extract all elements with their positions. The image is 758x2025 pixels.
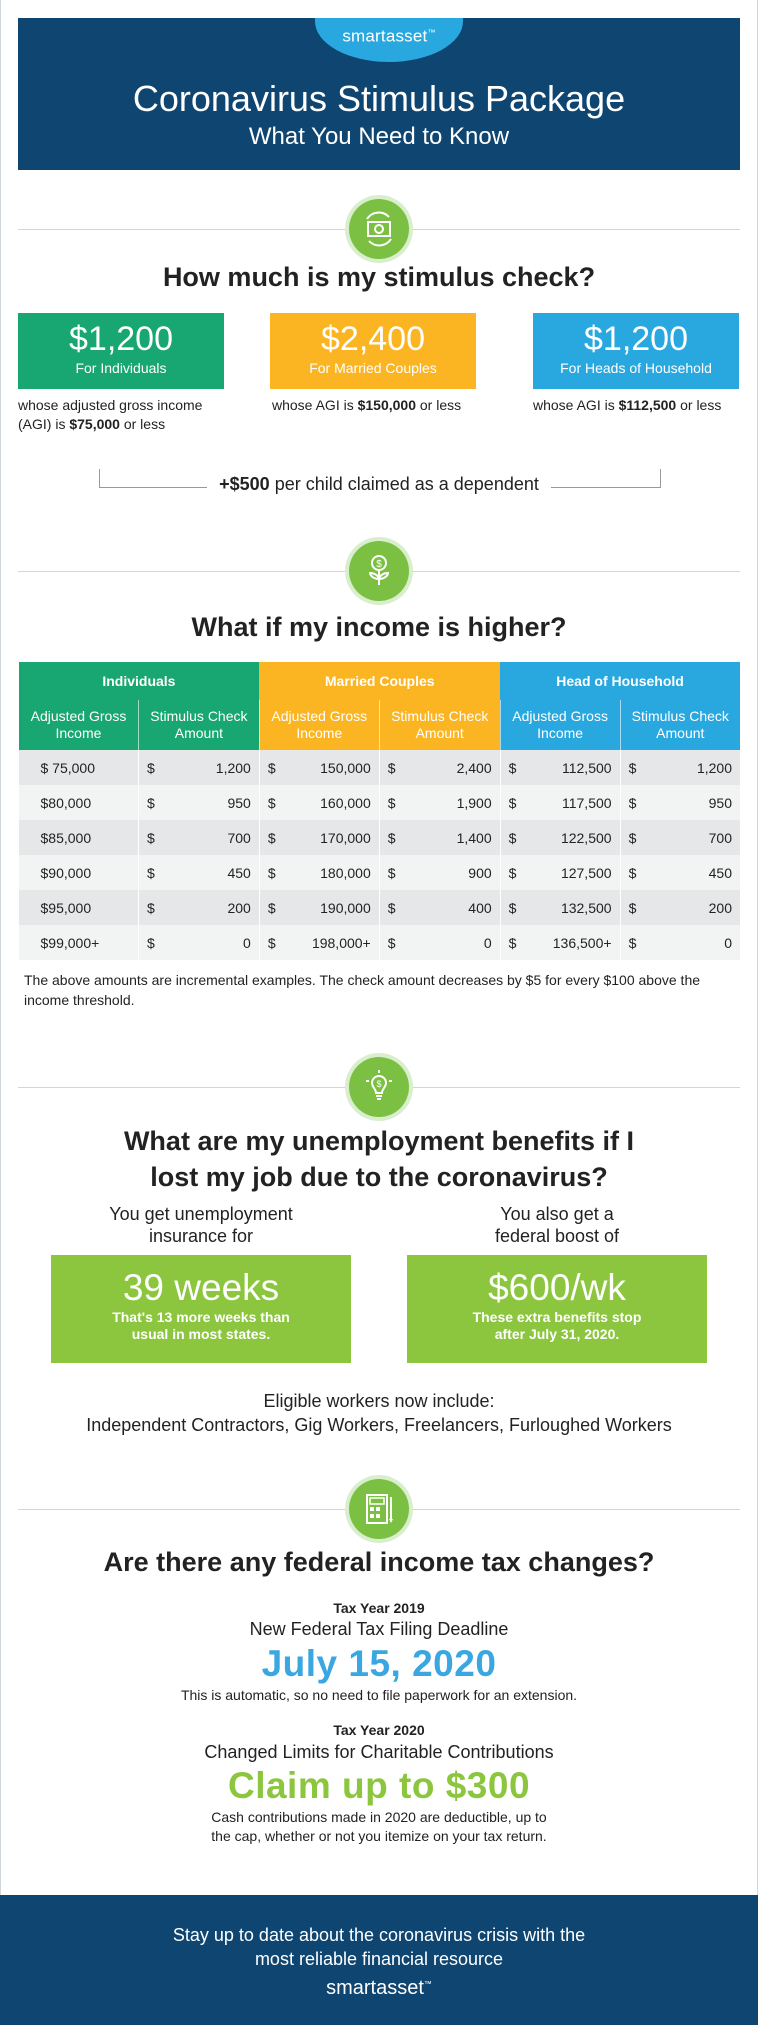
table-cell: $ 0 [138,925,259,960]
charitable-note: Cash contributions made in 2020 are deductible, up to the cap, whether or not you itemize on your tax return. [211,1809,547,1844]
amount: $2,400 [321,320,425,358]
tax-deadline-date: July 15, 2020 [261,1643,497,1684]
table-cell: $ 1,200 [620,750,740,785]
tax-deadline-note: This is automatic, so no need to file paperwork for an extension. [180,1687,578,1703]
table-cell: $ 160,000 [259,785,379,820]
plant-coin-icon [349,541,409,601]
table-row [19,820,741,855]
col-header: Stimulus Check Amount [620,700,740,750]
table-row [19,855,741,890]
table-cell: $ 117,500 [500,785,620,820]
table-cell: $ 190,000 [259,890,379,925]
label: For Heads of Household [560,360,712,376]
table-cell: $ 132,500 [500,890,620,925]
tax-section-title: Are there any federal income tax changes? [103,1547,655,1577]
footer [0,1895,758,2025]
table-cell: $ 900 [379,855,500,890]
lightbulb-dollar-icon [349,1057,409,1117]
table-cell: $ 1,900 [379,785,500,820]
individual-desc: whose adjusted gross income (AGI) is $75,000 or less [18,397,203,432]
weeks-box [51,1255,351,1363]
tax-deadline-heading: New Federal Tax Filing Deadline [249,1619,509,1639]
table-cell: $ 136,500+ [500,925,620,960]
page-title: Coronavirus Stimulus Package [132,78,626,119]
footer-text: Stay up to date about the coronavirus crisis with the most reliable financial resource [172,1925,586,1969]
col-header: Stimulus Check Amount [138,700,259,750]
group-header-married: Married Couples [259,662,500,700]
table-cell: $ 127,500 [500,855,620,890]
child-bonus-text: +$500 per child claimed as a dependent [0,474,758,495]
table-cell: $ 200 [138,890,259,925]
group-header-individuals: Individuals [19,662,260,700]
table-cell: $ 950 [138,785,259,820]
stimulus-section-title: How much is my stimulus check? [162,262,596,292]
tax-year-2020: Tax Year 2020 [333,1722,425,1738]
table-cell: $85,000 [19,820,139,855]
weeks-note: That's 13 more weeks than usual in most states. [112,1309,290,1342]
table-cell: $ 700 [138,820,259,855]
table-cell: $ 150,000 [259,750,379,785]
table-cell: $ 400 [379,890,500,925]
charitable-amount: Claim up to $300 [227,1765,531,1806]
amount: $1,200 [584,320,688,358]
table-cell: $95,000 [19,890,139,925]
calculator-icon [349,1479,409,1539]
head-of-household-amount-box [533,313,739,389]
header-banner [18,18,740,170]
col-header: Adjusted Gross Income [259,700,379,750]
label: For Married Couples [309,360,437,376]
table-cell: $ 112,500 [500,750,620,785]
table-cell: $ 122,500 [500,820,620,855]
table-cell: $80,000 [19,785,139,820]
footer-logo[interactable]: smartasset™ [326,1977,432,1999]
table-cell: $ 0 [620,925,740,960]
income-table [18,662,740,960]
head-of-household-desc: whose AGI is $112,500 or less [533,397,722,413]
weeks-value: 39 weeks [122,1267,280,1308]
table-cell: $ 2,400 [379,750,500,785]
col-header: Adjusted Gross Income [19,700,139,750]
eligible-workers: Eligible workers now include: Independent Contractors, Gig Workers, Freelancers, Furloughed Workers [86,1391,672,1435]
table-cell: $ 700 [620,820,740,855]
table-cell: $ 950 [620,785,740,820]
table-cell: $ 1,200 [138,750,259,785]
married-desc: whose AGI is $150,000 or less [272,397,462,413]
table-row [19,785,741,820]
col-header: Adjusted Gross Income [500,700,620,750]
page-subtitle: What You Need to Know [248,123,510,150]
income-section-title: What if my income is higher? [191,612,567,642]
svg-text:$: $ [376,1079,382,1089]
table-cell: $90,000 [19,855,139,890]
unemployment-left-heading: You get unemployment insurance for [109,1204,293,1246]
table-cell: $ 1,400 [379,820,500,855]
married-amount-box [270,313,476,389]
money-cycle-icon [349,199,409,259]
svg-text:$: $ [376,559,382,570]
table-row [19,925,741,960]
unemployment-section-title: What are my unemployment benefits if I lost my job due to the coronavirus? [123,1126,635,1192]
group-header-household: Head of Household [500,662,740,700]
unemployment-right-heading: You also get a federal boost of [494,1204,620,1246]
table-cell: $ 180,000 [259,855,379,890]
table-cell: $ 75,000 [19,750,139,785]
smartasset-logo[interactable]: smartasset™ [315,18,463,62]
table-cell: $ 450 [620,855,740,890]
table-row [19,890,741,925]
charitable-heading: Changed Limits for Charitable Contributions [204,1742,554,1762]
boost-box [407,1255,707,1363]
table-cell: $ 198,000+ [259,925,379,960]
col-header: Stimulus Check Amount [379,700,500,750]
table-cell: $99,000+ [19,925,139,960]
individual-amount-box [18,313,224,389]
table-cell: $ 200 [620,890,740,925]
table-row [19,750,741,785]
label: For Individuals [75,360,167,376]
table-cell: $ 0 [379,925,500,960]
boost-value: $600/wk [488,1267,626,1308]
amount: $1,200 [69,320,173,358]
tax-year-2019: Tax Year 2019 [333,1600,425,1616]
table-cell: $ 170,000 [259,820,379,855]
table-cell: $ 450 [138,855,259,890]
table-footnote: The above amounts are incremental examples. The check amount decreases by $5 for every $100 above the income threshold. [24,972,701,1008]
boost-note: These extra benefits stop after July 31, 2020. [472,1309,642,1342]
